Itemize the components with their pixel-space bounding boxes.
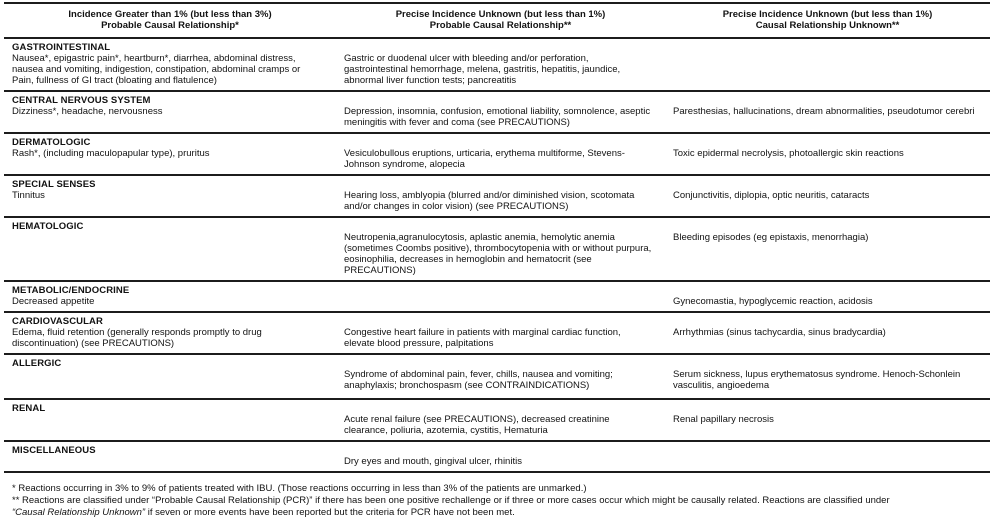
reactions-unknown-causal: Renal papillary necrosis — [673, 414, 774, 425]
column-header-line1: Precise Incidence Unknown (but less than 1%) — [395, 9, 606, 20]
reactions-incidence-1-3: Dizziness*, headache, nervousness — [12, 106, 163, 117]
table-row — [4, 313, 990, 355]
reactions-unknown-causal: Serum sickness, lupus erythematosus syndrome. Henoch-Schonlein vasculitis, angioedema — [673, 369, 961, 391]
body-system-label: RENAL — [12, 403, 46, 414]
body-system-label: DERMATOLOGIC — [12, 137, 91, 148]
body-system-label: CENTRAL NERVOUS SYSTEM — [12, 95, 151, 106]
body-system-cell — [4, 316, 336, 353]
reactions-unknown-pcr: Hearing loss, amblyopia (blurred and/or diminished vision, scotomata and/or changes in color vision) (see PRECAUTIONS) — [344, 190, 635, 212]
footnote-2-italic-phrase: “Causal Relationship Unknown” — [12, 507, 146, 518]
body-system-cell — [4, 95, 336, 132]
body-system-cell — [4, 42, 336, 90]
table-row — [4, 355, 990, 400]
table-row — [4, 282, 990, 313]
reactions-unknown-causal — [665, 445, 990, 471]
reactions-unknown-pcr: Syndrome of abdominal pain, fever, chills, nausea and vomiting; anaphylaxis; bronchospasm (see CONTRAINDICATIONS) — [344, 369, 613, 391]
table-row — [4, 134, 990, 176]
body-system-label: SPECIAL SENSES — [12, 179, 96, 190]
reactions-unknown-pcr: Congestive heart failure in patients with marginal cardiac function, elevate blood pressure, palpitations — [344, 327, 621, 349]
table-row — [4, 39, 990, 92]
body-system-cell — [4, 285, 336, 311]
table-body — [4, 39, 990, 473]
reactions-unknown-causal: Paresthesias, hallucinations, dream abnormalities, pseudotumor cerebri — [673, 106, 975, 117]
reactions-unknown-causal: Arrhythmias (sinus tachycardia, sinus bradycardia) — [673, 327, 886, 338]
reactions-incidence-1-3: Decreased appetite — [12, 296, 95, 307]
reactions-unknown-causal: Toxic epidermal necrolysis, photoallergic skin reactions — [673, 148, 904, 159]
reactions-unknown-pcr: Acute renal failure (see PRECAUTIONS), decreased creatinine clearance, poliuria, azotemia, cystitis, Hematuria — [344, 414, 610, 436]
table-row — [4, 400, 990, 442]
column-header-line2: Causal Relationship Unknown** — [755, 20, 900, 31]
reactions-unknown-pcr: Vesiculobullous eruptions, urticaria, erythema multiforme, Stevens-Johnson syndrome, alopecia — [344, 148, 625, 170]
reactions-unknown-causal: Gynecomastia, hypoglycemic reaction, acidosis — [673, 296, 873, 307]
column-header-unknown-pcr — [336, 9, 665, 31]
body-system-label: ALLERGIC — [12, 358, 62, 369]
reactions-unknown-pcr: Neutropenia,agranulocytosis, aplastic anemia, hemolytic anemia (sometimes Coombs positive), thrombocytopenia with or without purpura, eosinophilia, decreases in hemoglobin and hematocrit (see PRECAUTIONS) — [344, 232, 652, 276]
table-row — [4, 442, 990, 473]
reactions-unknown-causal — [665, 42, 990, 90]
table-row — [4, 218, 990, 282]
table-row — [4, 176, 990, 218]
body-system-label: CARDIOVASCULAR — [12, 316, 103, 327]
table-header — [4, 4, 990, 39]
reactions-unknown-causal: Conjunctivitis, diplopia, optic neuritis, cataracts — [673, 190, 870, 201]
reactions-incidence-1-3: Tinnitus — [12, 190, 45, 201]
reactions-unknown-pcr: Gastric or duodenal ulcer with bleeding and/or perforation, gastrointestinal hemorrhage, melena, gastritis, hepatitis, jaundice, abnormal liver function tests; pancreatitis — [344, 53, 621, 86]
footnotes — [4, 473, 990, 528]
body-system-cell — [4, 179, 336, 216]
column-header-line1: Incidence Greater than 1% (but less than 3%) — [68, 9, 272, 20]
body-system-cell — [4, 137, 336, 174]
body-system-label: HEMATOLOGIC — [12, 221, 84, 232]
footnote-1: * Reactions occurring in 3% to 9% of patients treated with IBU. (Those reactions occurring in less than 3% of the patients are unmarked.) — [12, 483, 587, 494]
reactions-incidence-1-3: Rash*, (including maculopapular type), pruritus — [12, 148, 210, 159]
reactions-unknown-causal: Bleeding episodes (eg epistaxis, menorrhagia) — [673, 232, 869, 243]
table-row — [4, 92, 990, 134]
column-header-incidence-1-3 — [4, 9, 336, 31]
body-system-label: METABOLIC/ENDOCRINE — [12, 285, 130, 296]
body-system-cell — [4, 358, 336, 398]
reactions-incidence-1-3: Edema, fluid retention (generally responds promptly to drug discontinuation) (see PRECAUTIONS) — [12, 327, 262, 349]
reactions-incidence-1-3: Nausea*, epigastric pain*, heartburn*, diarrhea, abdominal distress, nausea and vomiting, indigestion, constipation, abdominal cramps or Pain, fullness of GI tract (bloating and flatulence) — [12, 53, 301, 86]
body-system-cell — [4, 403, 336, 440]
reactions-unknown-pcr: Depression, insomnia, confusion, emotional liability, somnolence, aseptic meningitis with fever and coma (see PRECAUTIONS) — [344, 106, 651, 128]
reactions-unknown-pcr — [336, 285, 665, 311]
reactions-unknown-pcr: Dry eyes and mouth, gingival ulcer, rhinitis — [344, 456, 522, 467]
column-header-line2: Probable Causal Relationship** — [429, 20, 572, 31]
footnote-2: ** Reactions are classified under “Probable Causal Relationship (PCR)” if there has been one positive rechallenge or if three or more cases occur which might be causally related. Reactions are classified under “Causal Relationship Unknown” if seven or more events have been reported but the criteria for PCR have not been met. — [12, 495, 890, 518]
column-header-unknown-causal — [665, 9, 990, 31]
body-system-cell — [4, 445, 336, 471]
column-header-line2: Probable Causal Relationship* — [101, 20, 239, 31]
adverse-reactions-table — [4, 2, 990, 528]
body-system-label: GASTROINTESTINAL — [12, 42, 111, 53]
body-system-cell — [4, 221, 336, 280]
column-header-line1: Precise Incidence Unknown (but less than 1%) — [722, 9, 933, 20]
body-system-label: MISCELLANEOUS — [12, 445, 96, 456]
